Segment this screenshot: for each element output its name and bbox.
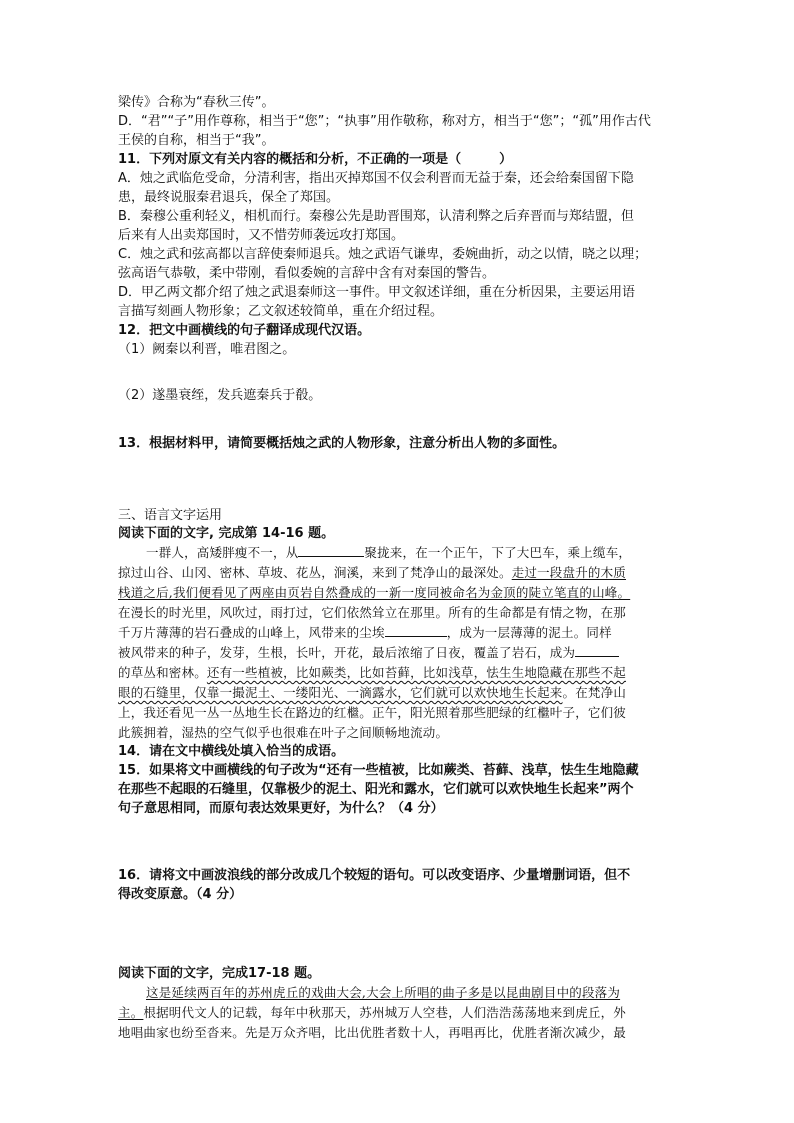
question-11-stem <box>118 150 512 169</box>
q11-stem-end: ） <box>499 152 513 167</box>
fill-blank-1[interactable] <box>298 543 364 557</box>
passage-line-4: 在漫长的时光里，风吹过，雨打过，它们依然耸立在那里。所有的生命都是有情之物，在那 <box>118 605 627 620</box>
question-14-stem: 14．请在文中横线处填入恰当的成语。 <box>118 744 345 759</box>
q12-sentence-2: （2）遂墨衰绖，发兵遮秦兵于殽。 <box>118 388 322 403</box>
q12-sentence-1: （1）阙秦以利晋，唯君图之。 <box>118 342 296 357</box>
passage-text: 一群人，高矮胖瘦不一，从 <box>146 545 299 560</box>
passage-line-5 <box>118 623 612 642</box>
fill-blank-2[interactable] <box>385 623 447 637</box>
q11-option-a: A．烛之武临危受命，分清利害，指出灭掉郑国不仅会利晋而无益于秦，还会给秦国留下隐 <box>118 171 634 186</box>
passage2-line-3: 地唱曲家也纷至沓来。先是万众齐唱，比出优胜者数十人，再唱再比，优胜者渐次减少，最 <box>118 1025 627 1040</box>
passage-line-7 <box>118 663 626 682</box>
option-d-line: D．“君”“子”用作尊称，相当于“您”；“执事”用作敬称，称对方，相当于“您”；“孤”用作古代 <box>118 114 651 129</box>
fill-blank-3[interactable] <box>575 643 619 657</box>
passage-text: 被风带来的种子，发芽，生根，长叶，开花，最后浓缩了日夜，覆盖了岩石，成为 <box>118 645 576 660</box>
passage-line-3-underlined: 栈道之后,我们便看见了两座由页岩自然叠成的一新一度同被命名为金顶的陡立笔直的山峰。 <box>118 585 631 600</box>
q11-option-a-cont: 患，最终说服秦君退兵，保全了郑国。 <box>118 190 340 205</box>
q11-option-c-cont: 弦高语气恭敬，柔中带刚，看似委婉的言辞中含有对秦国的警告。 <box>118 266 496 281</box>
question-15-cont: 句子意思相同，而原句表达效果更好，为什么？（4 分） <box>118 801 444 816</box>
q11-option-b: B．秦穆公重利轻义，相机而行。秦穆公先是助晋围郑，认清利弊之后弃晋而与郑结盟，但 <box>118 209 634 224</box>
passage-text: ，成为一层薄薄的泥土。同样 <box>446 625 612 640</box>
reading-instruction-2: 阅读下面的文字，完成17-18 题。 <box>118 966 321 981</box>
question-12-stem: 12．把文中画横线的句子翻译成现代汉语。 <box>118 323 371 338</box>
question-15-cont: 在那些不起眼的石缝里，仅靠极少的泥土、阳光和露水，它们就可以欢快地生长起来”两个 <box>118 782 634 797</box>
q11-stem-text: 11．下列对原文有关内容的概括和分析，不正确的一项是（ <box>118 152 462 167</box>
passage-line-6 <box>118 643 619 662</box>
passage-text: 聚拢来，在一个正午，下了大巴车，乘上缆车， <box>364 545 632 560</box>
text-line: 王侯的自称，相当于“我”。 <box>118 133 275 148</box>
passage2-line-1-underlined: 这是延续两百年的苏州虎丘的戏曲大会,大会上所唱的曲子多是以昆曲剧目中的段落为 <box>146 985 621 1000</box>
q11-option-d-cont: 言描写刻画人物形象；乙文叙述较简单，重在介绍过程。 <box>118 304 444 319</box>
question-16-stem: 16．请将文中画波浪线的部分改成几个较短的语句。可以改变语序、少量增删词语，但不 <box>118 868 631 883</box>
q11-option-b-cont: 后来有人出卖郑国时，又不惜劳师袭远攻打郑国。 <box>118 228 405 243</box>
section-heading: 三、语言文字运用 <box>118 508 223 523</box>
passage2-line-2 <box>118 1003 626 1022</box>
question-13-stem: 13．根据材料甲，请简要概括烛之武的人物形象，注意分析出人物的多面性。 <box>118 436 566 451</box>
passage-line-9: 上，我还看见一丛一丛地生长在路边的红檵。正午，阳光照着那些肥绿的红檵叶子，它们彼 <box>118 705 627 720</box>
underlined-text: 主。 <box>118 1005 144 1020</box>
text-line: 梁传》合称为“春秋三传”。 <box>118 95 275 110</box>
q11-option-c: C．烛之武和弦高都以言辞使秦师退兵。烛之武语气谦卑，委婉曲折，动之以情，晓之以理； <box>118 247 648 262</box>
question-16-cont: 得改变原意。（4 分） <box>118 887 243 902</box>
reading-instruction-1: 阅读下面的文字, 完成第 14-16 题。 <box>118 526 335 541</box>
passage-text: 。在梵净山 <box>562 685 627 700</box>
passage-text: 千万片薄薄的岩石叠成的山峰上，风带来的尘埃 <box>118 625 385 640</box>
passage-text: 根据明代文人的记载，每年中秋那天，苏州城万人空巷，人们浩浩荡荡地来到虎丘，外 <box>143 1005 627 1020</box>
passage-line-1 <box>146 543 631 562</box>
wavy-underlined-text: 还有一些植被，比如蕨类，比如苔藓，比如浅草，怯生生地隐藏在那些不起 <box>206 665 627 680</box>
passage-line-10: 此簇拥着，湿热的空气似乎也很难在叶子之间顺畅地流动。 <box>118 725 449 740</box>
passage-line-8 <box>118 683 626 702</box>
wavy-underlined-text: 眼的石缝里，仅靠一撮泥土、一缕阳光、一滴露水，它们就可以欢快地生长起来 <box>118 685 563 700</box>
question-15-stem: 15．如果将文中画横线的句子改为“还有一些植被，比如蕨类、苔藓、浅草，怯生生地隐藏 <box>118 763 639 778</box>
underlined-sentence: 走过一段盘升的木质 <box>511 565 627 580</box>
passage-text: 的草丛和密林。 <box>118 665 207 680</box>
passage-line-2 <box>118 563 626 582</box>
passage-text: 掠过山谷、山冈、密林、草坡、花丛，涧溪，来到了梵净山的最深处。 <box>118 565 512 580</box>
q11-option-d: D．甲乙两文都介绍了烛之武退秦师这一事件。甲文叙述详细，重在分析因果，主要运用语 <box>118 285 636 300</box>
